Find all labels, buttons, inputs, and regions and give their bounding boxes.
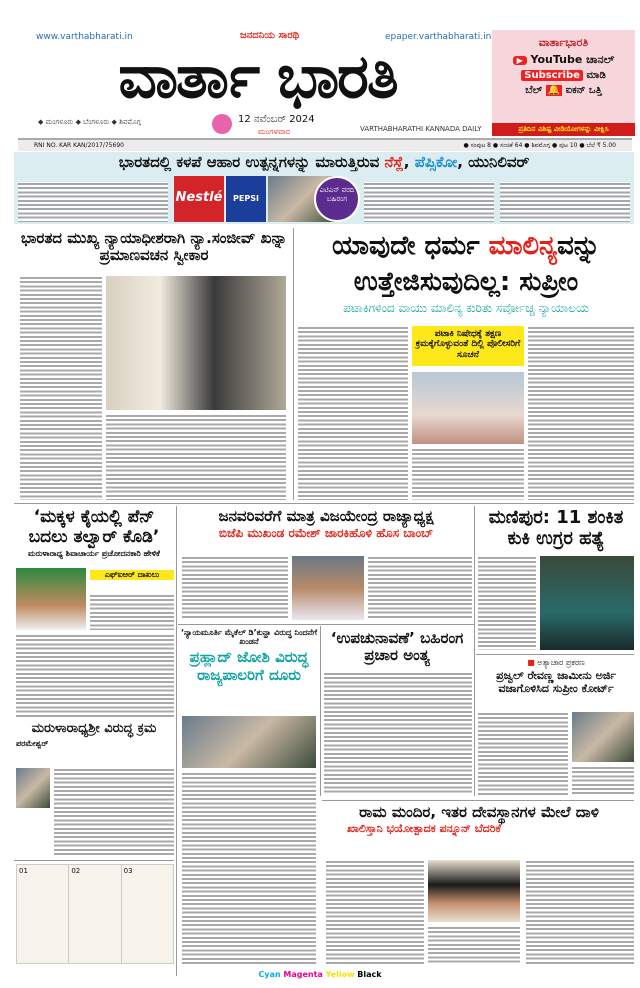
youtube-ad[interactable] (492, 30, 635, 136)
yellow-label: Yellow (325, 970, 355, 979)
seer-photo (16, 568, 86, 630)
bypoll-body (324, 672, 472, 794)
supreme-highlight-box: ಪಟಾಕಿ ನಿಷೇಧಕ್ಕೆ ತಕ್ಷಣ ಕ್ರಮಕ್ಕೆಗೊಳ್ಳುವಂತೆ ದಿಲ್ಲಿ ಪೊಲೀಸರಿಗೆ ಸೂಚನೆ (412, 326, 524, 366)
tagline: ಜನದನಿಯ ಸಾರಥಿ (240, 30, 300, 41)
manipur-headline[interactable]: ಮಣಿಪುರ: 11 ಶಂಕಿತ ಕುಕಿ ಉಗ್ರರ ಹತ್ಯೆ (488, 507, 624, 549)
prajwal-body-2 (572, 766, 634, 796)
pen-body (90, 594, 174, 630)
joshi-headline[interactable]: ಪ್ರಹ್ಲಾದ್ ಜೋಶಿ ವಿರುದ್ಧ ರಾಜ್ಯಪಾಲರಿಗೆ ದೂರು (189, 648, 309, 684)
prajwal-kicker (478, 658, 634, 668)
top-story-body (18, 182, 168, 222)
website-link[interactable]: www.varthabharati.in (36, 32, 133, 42)
cji-body (20, 276, 102, 500)
ad-subscribe-suffix: ಮಾಡಿ (586, 70, 606, 81)
red-square-icon: ■ (527, 658, 535, 667)
editions: ◆ ಮಂಗಳೂರು ◆ ಬೆಂಗಳೂರು ◆ ಶಿವಮೊಗ್ಗ (38, 118, 141, 126)
supreme-court-photo (412, 372, 524, 444)
prajwal-body (478, 712, 568, 796)
joshi-body (182, 772, 316, 966)
globe-logo-icon (212, 114, 232, 134)
subscribe-label: Subscribe (521, 70, 583, 81)
cji-oath-photo (106, 276, 286, 410)
pen-body-2 (16, 634, 174, 718)
nestle-image: Nestlé (174, 176, 224, 222)
ram-body-3 (526, 860, 634, 964)
top-story-body-2 (364, 182, 494, 222)
fir-tag: ಎಫ್‌ಐಆರ್ ದಾಖಲು (90, 570, 174, 580)
joshi-kicker: ‘ನ್ಯಾಯಮೂರ್ತಿ ಮೈಕೆಲ್ ಡಿ’ಕುನ್ಹಾ ವಿರುದ್ಧ ನಿಂದನೆಗೆ ಖಂಡನೆ (180, 628, 318, 647)
issue-info: ● ಸಂಪುಟ 8 ● ಸಂಚಿಕೆ 64 ● ಶಿವಮೊಗ್ಗ ● ಪುಟ 10 ● ಬೆಲೆ ₹ 5.00 (463, 142, 616, 149)
cyan-label: Cyan (258, 970, 281, 979)
youtube-play-icon: ▶ (513, 56, 527, 65)
ram-subhead: ಖಾಲಿಸ್ತಾನಿ ಭಯೋತ್ಪಾದಕ ಪನ್ನೂನ್ ಬೆದರಿಕೆ (347, 822, 501, 836)
marula-headline[interactable]: ಮರುಳಾರಾಧ್ಯಶ್ರೀ ವಿರುದ್ಧ ಕ್ರಮ (31, 721, 157, 736)
prajwal-headline[interactable]: ಪ್ರಜ್ವಲ್ ರೇವಣ್ಣ ಜಾಮೀನು ಅರ್ಜಿ ವಜಾಗೊಳಿಸಿದ ಸುಪ್ರೀಂ ಕೋರ್ಟ್ (496, 669, 616, 695)
prajwal-photo (572, 712, 634, 762)
governor-photo (182, 716, 316, 768)
info-bar (18, 138, 632, 151)
black-label: Black (357, 970, 382, 979)
supreme-body (298, 326, 408, 500)
supreme-body-3 (528, 326, 634, 500)
vijayendra-headline[interactable]: ಜನವರಿವರೆಗೆ ಮಾತ್ರ ವಿಜಯೇಂದ್ರ ರಾಜ್ಯಾಧ್ಯಕ್ಷ (218, 507, 434, 525)
manipur-body (478, 556, 536, 650)
cartoon-panel: 02 (69, 865, 121, 963)
top-story-body-3 (500, 182, 630, 222)
ram-headline[interactable]: ರಾಮ ಮಂದಿರ, ಇತರ ದೇವಸ್ಥಾನಗಳ ಮೇಲೆ ದಾಳಿ (359, 803, 599, 821)
ad-footer: ಪ್ರತಿದಿನ ವಿಶಿಷ್ಟ ವೀಡಿಯೋಗಳನ್ನು ವೀಕ್ಷಿಸಿ (492, 123, 635, 136)
bell-icon: 🔔 (547, 85, 561, 96)
prajwal-kicker-text: ಅತ್ಯಾಚಾರ ಪ್ರಕರಣ (537, 658, 585, 667)
cji-headline[interactable]: ಭಾರತದ ಮುಖ್ಯ ನ್ಯಾಯಾಧೀಶರಾಗಿ ನ್ಯಾ.ಸಂಜೀವ್ ಖನ್ನಾ ಪ್ರಮಾಣವಚನ ಸ್ವೀಕಾರ (20, 229, 288, 265)
ad-bell-suffix: ಐಕನ್ ಒತ್ತಿ (565, 85, 602, 96)
vijayendra-subhead: ಬಿಜೆಪಿ ಮುಖಂಡ ರಮೇಶ್ ಜಾರಕಿಹೊಳಿ ಹೊಸ ಬಾಂಬ್ (218, 526, 434, 541)
vijayendra-body (182, 556, 288, 620)
jarkiholi-photo (292, 556, 364, 620)
ad-youtube: YouTube ಚಾನಲ್ (530, 53, 615, 66)
bypoll-headline[interactable]: ‘ಉಪಚುನಾವಣೆ’ ಬಹಿರಂಗ ಪ್ರಚಾರ ಅಂತ್ಯ (330, 629, 464, 665)
weekday: ಮಂಗಳವಾರ (258, 127, 291, 136)
supreme-headline[interactable]: ಯಾವುದೇ ಧರ್ಮ ಮಾಲಿನ್ಯವನ್ನು ಉತ್ತೇಜಿಸುವುದಿಲ್ಲ: ಸುಪ್ರೀಂ (331, 231, 601, 297)
masthead-title: ವಾರ್ತಾ ಭಾರತಿ (118, 42, 397, 112)
cartoon-panel: 03 (123, 867, 133, 875)
pepsi-image: PEPSI (226, 176, 266, 222)
date: 12 ನವೆಂಬರ್ 2024 (238, 114, 315, 125)
cartoon-panel: 01 (17, 865, 69, 963)
color-registration-bar (0, 970, 640, 979)
ad-bell: ಬೆಲ್ (525, 85, 543, 96)
supreme-subhead: ಪಟಾಕಿಗಳಿಂದ ವಾಯು ಮಾಲಿನ್ಯ ಕುರಿತು ಸರ್ವೋಚ್ಚ ನ್ಯಾಯಾಲಯ (343, 301, 589, 315)
marula-subhead: ಪರಮೇಶ್ವರ್ (16, 738, 49, 748)
cartoon (16, 864, 174, 964)
ad-brand: ವಾರ್ತಾಭಾರತಿ (538, 36, 589, 49)
top-story-headline: ಭಾರತದಲ್ಲಿ ಕಳಪೆ ಆಹಾರ ಉತ್ಪನ್ನಗಳನ್ನು ಮಾರುತ್ತಿರುವ ನೆಸ್ಲೆ, ಪೆಪ್ಸಿಕೋ, ಯುನಿಲಿವರ್ (118, 153, 530, 171)
top-story[interactable] (14, 152, 634, 224)
atn-report-badge: ಎಟಿಎನ್ ವರದಿ ಬಹಿರಂಗ (314, 176, 360, 222)
manipur-photo (540, 556, 634, 650)
rni-number: RNI NO. KAR KAN/2017/75690 (34, 142, 124, 149)
english-name: VARTHABHARATHI KANNADA DAILY (360, 125, 482, 133)
epaper-link[interactable]: epaper.varthabharati.in (385, 32, 492, 42)
pen-headline[interactable]: ‘ಮಕ್ಕಳ ಕೈಯಲ್ಲಿ ಪೆನ್ ಬದಲು ತಲ್ವಾರ್ ಕೊಡಿ’ (28, 507, 160, 547)
supreme-body-2 (412, 448, 524, 500)
ram-body-2 (428, 926, 520, 964)
marula-body (54, 768, 174, 856)
parameshwar-photo (16, 768, 50, 808)
pannun-photo (428, 860, 520, 922)
pen-subhead: ಮರುಳಾರಾಧ್ಯ ಶಿವಾಚಾರ್ಯ ಪ್ರಚೋದನಕಾರಿ ಹೇಳಿಕೆ (28, 549, 160, 559)
cji-body-2 (106, 414, 286, 500)
magenta-label: Magenta (283, 970, 323, 979)
vijayendra-body-2 (368, 556, 472, 620)
ram-body (326, 860, 424, 964)
